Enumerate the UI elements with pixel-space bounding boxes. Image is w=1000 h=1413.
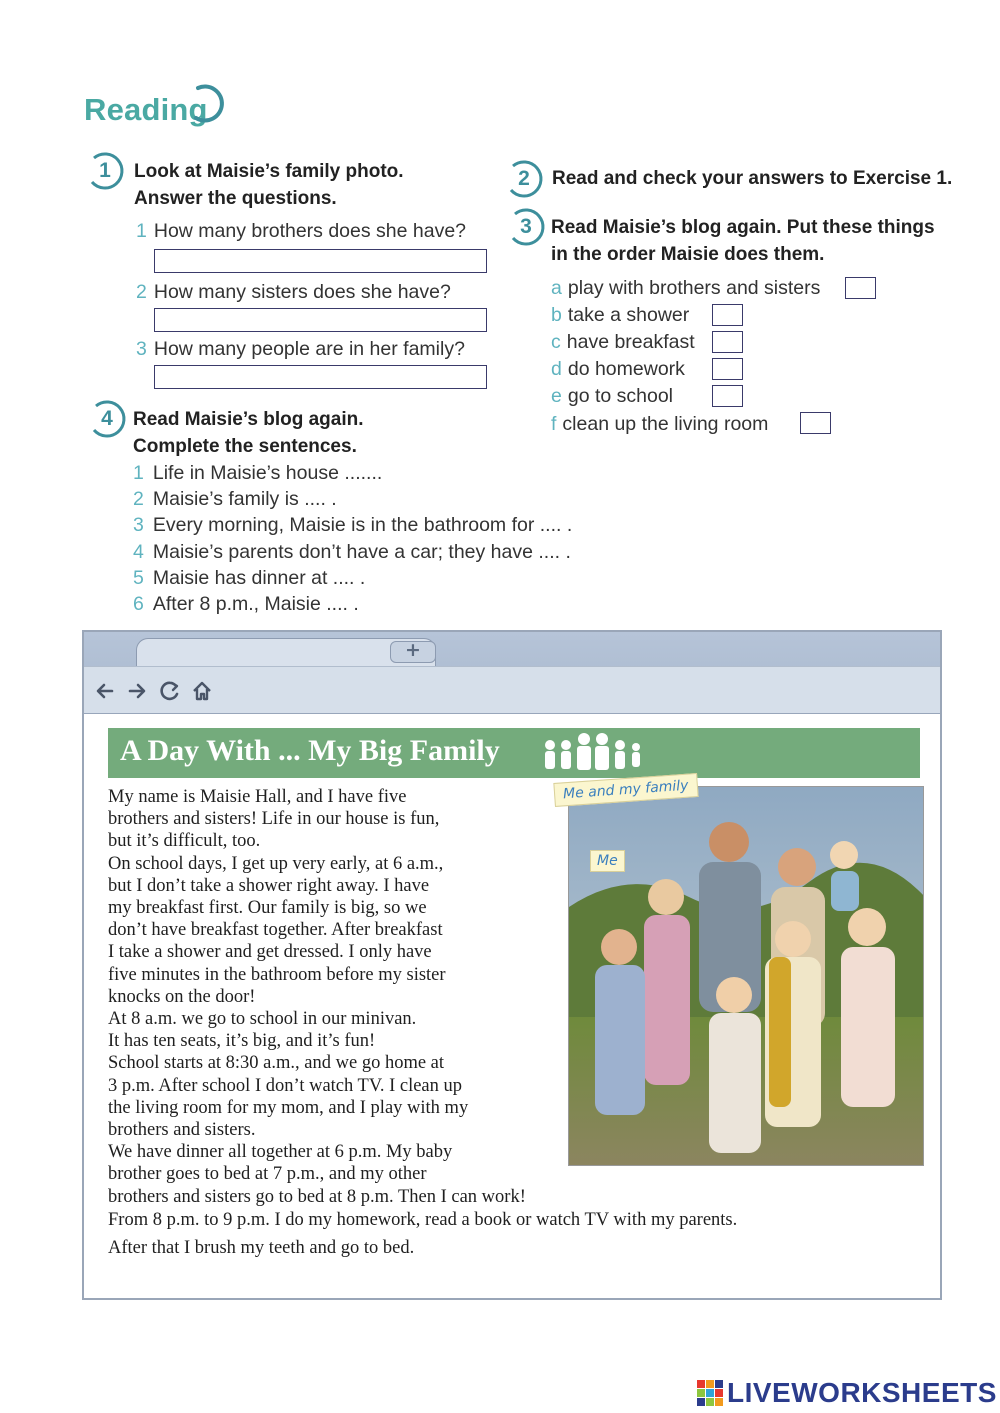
sentence-5: 5 Maisie has dinner at .... .: [133, 567, 366, 589]
order-input-f[interactable]: [800, 412, 831, 434]
exercise-3-number: 3: [505, 206, 547, 248]
reading-arc-decoration: [190, 82, 230, 126]
sentence-3: 3 Every morning, Maisie is in the bathroom for .... .: [133, 514, 573, 536]
order-input-c[interactable]: [712, 331, 743, 353]
forward-arrow-icon[interactable]: [126, 680, 148, 702]
question-2: 2 How many sisters does she have?: [136, 281, 451, 303]
browser-window: [82, 630, 942, 1300]
option-b: b take a shower: [551, 304, 690, 326]
family-photo: [568, 786, 924, 1166]
option-d: d do homework: [551, 358, 685, 380]
exercise-4-number: 4: [86, 398, 128, 440]
exercise-1-number: 1: [84, 150, 126, 192]
family-people-icon: [538, 731, 688, 777]
option-e: e go to school: [551, 385, 674, 407]
answer-input-1[interactable]: [154, 249, 487, 273]
exercise-2-title: Read and check your answers to Exercise 1.: [552, 168, 953, 189]
family-photo-illustration: [569, 787, 924, 1166]
option-c: c have breakfast: [551, 331, 695, 353]
option-f: f clean up the living room: [551, 413, 769, 435]
order-input-d[interactable]: [712, 358, 743, 380]
blog-title-banner: [108, 728, 920, 778]
exercise-4-title: Read Maisie’s blog again. Complete the sentences.: [133, 409, 364, 457]
exercise-1-title: Look at Maisie’s family photo. Answer the questions.: [134, 161, 404, 209]
order-input-e[interactable]: [712, 385, 743, 407]
liveworksheets-logo: [697, 1378, 997, 1408]
question-3: 3 How many people are in her family?: [136, 338, 465, 360]
sentence-2: 2 Maisie’s family is .... .: [133, 488, 337, 510]
reload-icon[interactable]: [159, 680, 181, 702]
option-a: a play with brothers and sisters: [551, 277, 821, 299]
browser-toolbar: [84, 666, 940, 714]
blog-title: A Day With ... My Big Family: [120, 734, 500, 767]
sticky-note-family: Me and my family: [553, 773, 698, 807]
browser-chrome: [84, 632, 940, 714]
order-input-b[interactable]: [712, 304, 743, 326]
liveworksheets-mark-icon: [697, 1380, 723, 1406]
blog-line-bedtime: After that I brush my teeth and go to bed.: [108, 1238, 415, 1258]
exercise-3-title: Read Maisie’s blog again. Put these things in the order Maisie does them.: [551, 217, 935, 265]
question-1: 1 How many brothers does she have?: [136, 220, 467, 242]
sentence-1: 1 Life in Maisie’s house .......: [133, 462, 383, 484]
blog-body: My name is Maisie Hall, and I have five brothers and sisters! Life in our house is fun, but it’s difficult, too. On school days, I get up very early, at 6 a.m., but I don’t take a shower right away. I have my breakfast first. Our family is big, so we don’t have breakfast together. After breakfast I take a shower and get dressed. I only have five minutes in the bathroom before my sister knocks on the door! At 8 a.m. we go to school in our minivan. It has ten seats, it’s big, and it’s fun! School starts at 8:30 a.m., and we go home at 3 p.m. After school I don’t watch TV. I clean up the living room for my mom, and I play with my brothers and sisters. We have dinner all together at 6 p.m. My baby brother goes to bed at 7 p.m., and my other brothers and sisters go to bed at 8 p.m. Then I can work!: [108, 787, 526, 1207]
order-input-a[interactable]: [845, 277, 876, 299]
exercise-2-number: 2: [503, 158, 545, 200]
new-tab-button[interactable]: +: [390, 641, 436, 663]
sticky-note-me: Me: [590, 850, 625, 872]
back-arrow-icon[interactable]: [94, 680, 116, 702]
sentence-4: 4 Maisie’s parents don’t have a car; they have .... .: [133, 541, 571, 563]
sentence-6: 6 After 8 p.m., Maisie .... .: [133, 593, 359, 615]
page-title: Reading: [84, 92, 208, 127]
answer-input-3[interactable]: [154, 365, 487, 389]
blog-line-homework: From 8 p.m. to 9 p.m. I do my homework, read a book or watch TV with my parents.: [108, 1210, 738, 1230]
liveworksheets-brand: LIVEWORKSHEETS: [727, 1377, 997, 1408]
home-icon[interactable]: [191, 680, 213, 702]
answer-input-2[interactable]: [154, 308, 487, 332]
